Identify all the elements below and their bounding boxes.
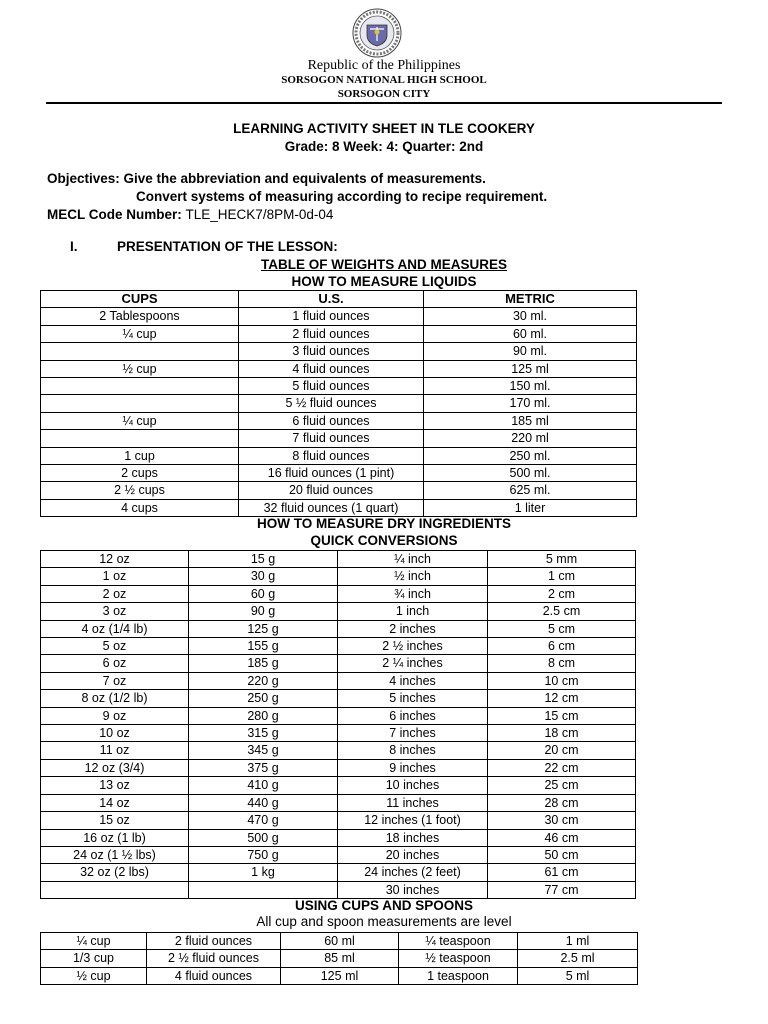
table-row — [41, 430, 637, 447]
grade-line: Grade: 8 Week: 4: Quarter: 2nd — [284, 139, 484, 154]
table-row — [41, 707, 636, 724]
table-cell: 13 oz — [41, 777, 189, 794]
objectives-line-2: Convert systems of measuring according to recipe requirement. — [136, 189, 548, 204]
table-header-row — [41, 291, 637, 308]
table-row — [41, 759, 636, 776]
table-cell: 250 g — [189, 690, 338, 707]
table-row — [41, 603, 636, 620]
table-cell: 10 oz — [41, 725, 189, 742]
objectives-line-1: Objectives: Give the abbreviation and equivalents of measurements. — [47, 171, 486, 186]
table-row — [41, 620, 636, 637]
table-cell: 85 ml — [281, 950, 399, 967]
table-row — [41, 864, 636, 881]
table-cell: 77 cm — [488, 881, 636, 898]
table-row — [41, 465, 637, 482]
table-cell — [41, 343, 239, 360]
table-row — [41, 585, 636, 602]
table-cell: 30 inches — [338, 881, 488, 898]
table-row — [41, 950, 638, 967]
table-cell: ¼ cup — [41, 325, 239, 342]
table-cell: 440 g — [189, 794, 338, 811]
table-cell: 32 fluid ounces (1 quart) — [239, 499, 424, 516]
column-header: METRIC — [424, 291, 637, 308]
liquids-table — [40, 290, 637, 517]
table-row — [41, 308, 637, 325]
table-cell: 8 oz (1/2 lb) — [41, 690, 189, 707]
table-cell — [41, 881, 189, 898]
table-row — [41, 725, 636, 742]
table-cell: 4 oz (1/4 lb) — [41, 620, 189, 637]
table-cell: 6 oz — [41, 655, 189, 672]
cups-spoons-table — [40, 932, 638, 985]
table-row — [41, 742, 636, 759]
table-cell: 2 ½ inches — [338, 638, 488, 655]
table-cell: 2 ¼ inches — [338, 655, 488, 672]
republic-header: Republic of the Philippines — [307, 58, 461, 73]
table-cell — [189, 881, 338, 898]
table-cell: 125 g — [189, 620, 338, 637]
table-cell: 12 inches (1 foot) — [338, 812, 488, 829]
table-cell: 30 cm — [488, 812, 636, 829]
table-cell: 7 inches — [338, 725, 488, 742]
table-cell: 6 fluid ounces — [239, 412, 424, 429]
table-cell: 410 g — [189, 777, 338, 794]
school-city: SORSOGON CITY — [337, 88, 431, 100]
table-of-weights-title: TABLE OF WEIGHTS AND MEASURES — [261, 257, 507, 272]
table-cell: 30 g — [189, 568, 338, 585]
table-row — [41, 360, 637, 377]
table-cell: 11 inches — [338, 794, 488, 811]
table-row — [41, 412, 637, 429]
table-cell: 625 ml. — [424, 482, 637, 499]
table-cell: 1 fluid ounces — [239, 308, 424, 325]
table-cell: 8 fluid ounces — [239, 447, 424, 464]
table-cell: 250 ml. — [424, 447, 637, 464]
table-row — [41, 933, 638, 950]
table-row — [41, 568, 636, 585]
table-cell: ¼ cup — [41, 412, 239, 429]
table-cell: 345 g — [189, 742, 338, 759]
table-cell: 15 oz — [41, 812, 189, 829]
table-cell: 5 inches — [338, 690, 488, 707]
table-cell: 2.5 cm — [488, 603, 636, 620]
table-row — [41, 881, 636, 898]
table-cell: 8 cm — [488, 655, 636, 672]
table-cell: 500 g — [189, 829, 338, 846]
table-cell: 315 g — [189, 725, 338, 742]
liquids-title: HOW TO MEASURE LIQUIDS — [291, 274, 477, 289]
table-cell: 2 ½ cups — [41, 482, 239, 499]
table-cell: 2.5 ml — [518, 950, 638, 967]
table-cell — [41, 378, 239, 395]
table-cell: 1 cup — [41, 447, 239, 464]
table-cell: 375 g — [189, 759, 338, 776]
deped-seal-icon — [352, 8, 402, 58]
table-cell: 470 g — [189, 812, 338, 829]
table-cell: 170 ml. — [424, 395, 637, 412]
table-cell: 10 cm — [488, 672, 636, 689]
table-cell: 9 oz — [41, 707, 189, 724]
table-cell: 12 cm — [488, 690, 636, 707]
table-row — [41, 655, 636, 672]
table-cell: 7 oz — [41, 672, 189, 689]
table-row — [41, 812, 636, 829]
table-row — [41, 777, 636, 794]
column-header: CUPS — [41, 291, 239, 308]
table-cell: 5 ml — [518, 967, 638, 984]
table-row — [41, 343, 637, 360]
table-cell: ¼ cup — [41, 933, 147, 950]
cups-spoons-title: USING CUPS AND SPOONS — [294, 898, 474, 913]
table-cell: 5 fluid ounces — [239, 378, 424, 395]
table-cell: ½ teaspoon — [399, 950, 518, 967]
table-cell: 14 oz — [41, 794, 189, 811]
table-row — [41, 638, 636, 655]
table-cell: 16 fluid ounces (1 pint) — [239, 465, 424, 482]
table-cell: 24 inches (2 feet) — [338, 864, 488, 881]
sheet-title: LEARNING ACTIVITY SHEET IN TLE COOKERY — [233, 121, 535, 136]
table-cell: 4 fluid ounces — [239, 360, 424, 377]
table-cell: 1/3 cup — [41, 950, 147, 967]
table-cell: ½ cup — [41, 967, 147, 984]
school-name: SORSOGON NATIONAL HIGH SCHOOL — [281, 74, 487, 86]
section-title: PRESENTATION OF THE LESSON: — [117, 239, 338, 254]
table-cell: 12 oz (3/4) — [41, 759, 189, 776]
table-cell: 4 cups — [41, 499, 239, 516]
table-cell: 280 g — [189, 707, 338, 724]
table-row — [41, 378, 637, 395]
table-cell: 46 cm — [488, 829, 636, 846]
table-cell: 4 inches — [338, 672, 488, 689]
table-cell: 15 cm — [488, 707, 636, 724]
table-cell: 750 g — [189, 846, 338, 863]
table-cell: 50 cm — [488, 846, 636, 863]
table-row — [41, 499, 637, 516]
table-cell: 18 inches — [338, 829, 488, 846]
table-cell: 22 cm — [488, 759, 636, 776]
table-cell: 125 ml — [424, 360, 637, 377]
dry-conversions-table — [40, 550, 636, 899]
table-cell: 60 ml — [281, 933, 399, 950]
table-cell: 24 oz (1 ½ lbs) — [41, 846, 189, 863]
table-cell: 220 ml — [424, 430, 637, 447]
table-cell: 2 inches — [338, 620, 488, 637]
table-cell: 1 kg — [189, 864, 338, 881]
table-cell: 2 cups — [41, 465, 239, 482]
table-cell: 11 oz — [41, 742, 189, 759]
table-cell: 155 g — [189, 638, 338, 655]
table-cell: 150 ml. — [424, 378, 637, 395]
dry-ingredients-title: HOW TO MEASURE DRY INGREDIENTS — [256, 516, 512, 531]
table-cell: 60 g — [189, 585, 338, 602]
table-cell: 2 cm — [488, 585, 636, 602]
header-divider — [46, 102, 722, 104]
table-cell: 2 ½ fluid ounces — [147, 950, 281, 967]
table-cell: 1 teaspoon — [399, 967, 518, 984]
table-cell: 28 cm — [488, 794, 636, 811]
cups-spoons-note: All cup and spoon measurements are level — [256, 914, 512, 929]
table-cell: 60 ml. — [424, 325, 637, 342]
mecl-value: TLE_HECK7/8PM-0d-04 — [185, 207, 334, 222]
table-cell: 1 oz — [41, 568, 189, 585]
table-cell: 15 g — [189, 551, 338, 568]
table-cell: 12 oz — [41, 551, 189, 568]
section-number: I. — [70, 239, 78, 254]
table-cell: 20 cm — [488, 742, 636, 759]
table-cell: 6 cm — [488, 638, 636, 655]
table-cell: 5 mm — [488, 551, 636, 568]
table-cell: ¾ inch — [338, 585, 488, 602]
table-cell: 18 cm — [488, 725, 636, 742]
table-cell: 185 ml — [424, 412, 637, 429]
table-cell: 5 cm — [488, 620, 636, 637]
table-row — [41, 967, 638, 984]
table-cell: 2 fluid ounces — [147, 933, 281, 950]
table-cell: 10 inches — [338, 777, 488, 794]
table-cell: 1 inch — [338, 603, 488, 620]
table-cell: 220 g — [189, 672, 338, 689]
table-cell: 25 cm — [488, 777, 636, 794]
table-cell: ½ cup — [41, 360, 239, 377]
table-row — [41, 551, 636, 568]
table-row — [41, 794, 636, 811]
table-cell: ¼ teaspoon — [399, 933, 518, 950]
table-cell: 7 fluid ounces — [239, 430, 424, 447]
table-cell: 20 inches — [338, 846, 488, 863]
table-cell: ¼ inch — [338, 551, 488, 568]
table-row — [41, 325, 637, 342]
table-cell: 16 oz (1 lb) — [41, 829, 189, 846]
table-row — [41, 447, 637, 464]
table-row — [41, 829, 636, 846]
table-cell: 3 oz — [41, 603, 189, 620]
table-cell — [41, 395, 239, 412]
table-cell: 61 cm — [488, 864, 636, 881]
table-row — [41, 672, 636, 689]
quick-conversions-title: QUICK CONVERSIONS — [310, 533, 458, 548]
table-cell: 125 ml — [281, 967, 399, 984]
table-cell: 500 ml. — [424, 465, 637, 482]
table-cell: 3 fluid ounces — [239, 343, 424, 360]
mecl-label: MECL Code Number: — [47, 207, 182, 222]
table-cell: 90 ml. — [424, 343, 637, 360]
table-cell: ½ inch — [338, 568, 488, 585]
table-row — [41, 846, 636, 863]
table-cell: 1 cm — [488, 568, 636, 585]
table-row — [41, 482, 637, 499]
table-cell: 5 oz — [41, 638, 189, 655]
table-cell: 1 liter — [424, 499, 637, 516]
table-cell: 5 ½ fluid ounces — [239, 395, 424, 412]
table-cell: 2 oz — [41, 585, 189, 602]
table-cell: 4 fluid ounces — [147, 967, 281, 984]
table-cell: 2 Tablespoons — [41, 308, 239, 325]
mecl-code — [47, 207, 333, 222]
table-cell: 8 inches — [338, 742, 488, 759]
table-cell: 20 fluid ounces — [239, 482, 424, 499]
table-row — [41, 690, 636, 707]
column-header: U.S. — [239, 291, 424, 308]
table-cell: 30 ml. — [424, 308, 637, 325]
table-cell: 6 inches — [338, 707, 488, 724]
table-cell: 1 ml — [518, 933, 638, 950]
table-row — [41, 395, 637, 412]
table-cell: 90 g — [189, 603, 338, 620]
table-cell: 9 inches — [338, 759, 488, 776]
table-cell: 2 fluid ounces — [239, 325, 424, 342]
table-cell — [41, 430, 239, 447]
table-cell: 185 g — [189, 655, 338, 672]
table-cell: 32 oz (2 lbs) — [41, 864, 189, 881]
